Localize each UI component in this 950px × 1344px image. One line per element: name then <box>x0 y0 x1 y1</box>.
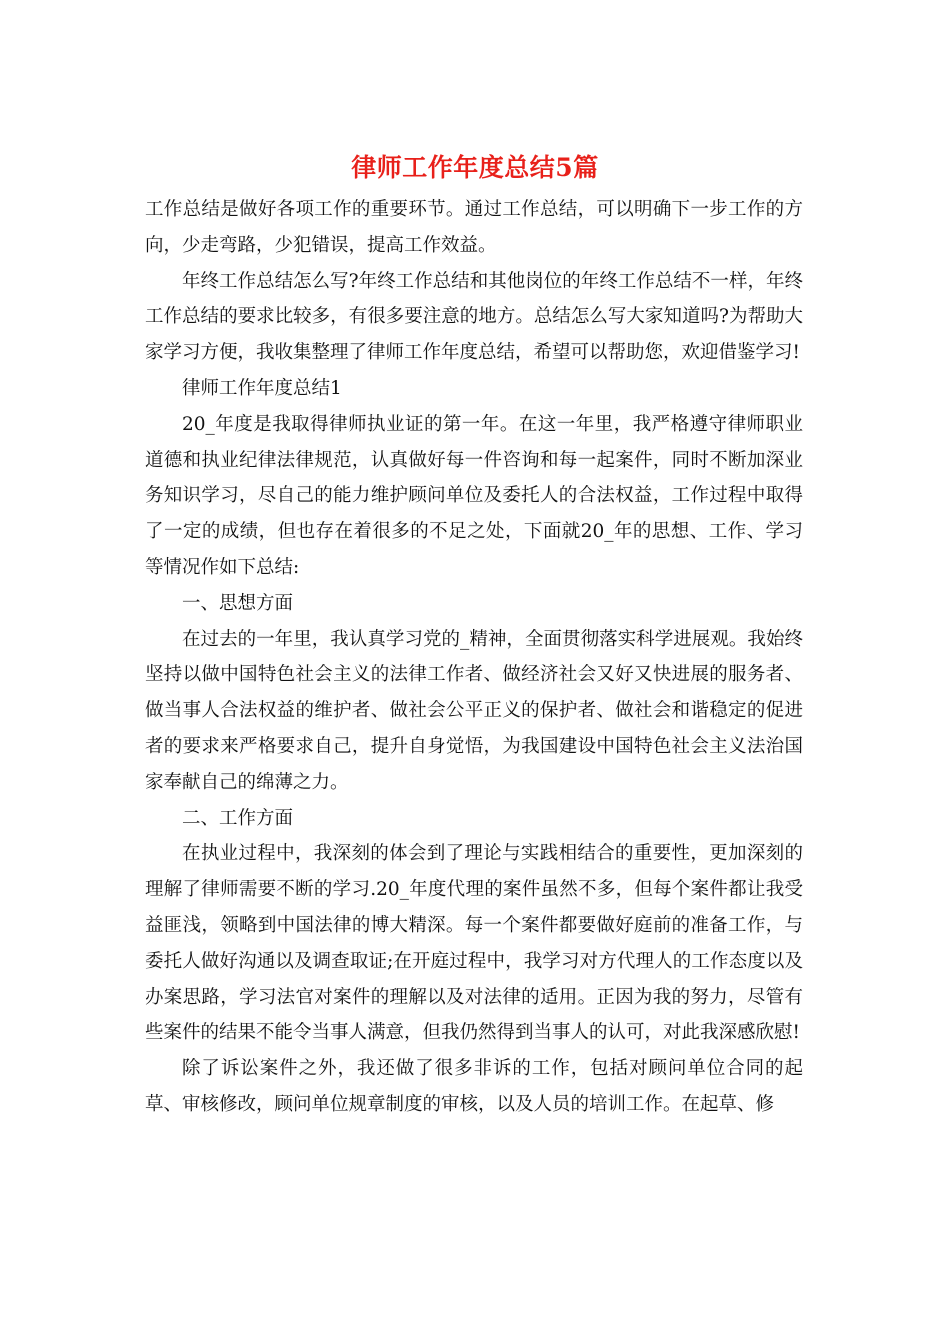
subheading-work: 二、工作方面 <box>182 807 294 829</box>
paragraph-summary-1-overview: 20_年度是我取得律师执业证的第一年。在这一年里，我严格遵守律师职业道德和执业纪律法律规范，认真做好每一件咨询和每一起案件，同时不断加深业务知识学习，尽自己的能力维护顾问单位及委托人的合法权益，工作过程中取得了一定的成绩，但也存在着很多的不足之处，下面就20_年的思想、工作、学习等情况作如下总结: <box>145 413 803 578</box>
paragraph-thought: 在过去的一年里，我认真学习党的_精神，全面贯彻落实科学进展观。我始终坚持以做中国特色社会主义的法律工作者、做经济社会又好又快进展的服务者、做当事人合法权益的维护者、做社会公平正义的保护者、做社会和谐稳定的促进者的要求来严格要求自己，提升自身觉悟，为我国建设中国特色社会主义法治国家奉献自己的绵薄之力。 <box>145 628 803 793</box>
paragraph-work-non-litigation: 除了诉讼案件之外，我还做了很多非诉的工作，包括对顾问单位合同的起草、审核修改，顾问单位规章制度的审核，以及人员的培训工作。在起草、修 <box>145 1058 803 1115</box>
paragraph-preface: 年终工作总结怎么写?年终工作总结和其他岗位的年终工作总结不一样，年终工作总结的要求比较多，有很多要注意的地方。总结怎么写大家知道吗?为帮助大家学习方便，我收集整理了律师工作年度总结，希望可以帮助您，欢迎借鉴学习! <box>145 270 803 364</box>
section-heading-summary-1: 律师工作年度总结1 <box>182 377 342 399</box>
paragraph-intro: 工作总结是做好各项工作的重要环节。通过工作总结，可以明确下一步工作的方向，少走弯路，少犯错误，提高工作效益。 <box>145 199 803 256</box>
subheading-thought: 一、思想方面 <box>182 592 294 614</box>
paragraph-work-litigation: 在执业过程中，我深刻的体会到了理论与实践相结合的重要性，更加深刻的理解了律师需要不断的学习.20_年度代理的案件虽然不多，但每个案件都让我受益匪浅，领略到中国法律的博大精深。每一个案件都要做好庭前的准备工作，与委托人做好沟通以及调查取证;在开庭过程中，我学习对方代理人的工作态度以及办案思路，学习法官对案件的理解以及对法律的适用。正因为我的努力，尽管有些案件的结果不能令当事人满意，但我仍然得到当事人的认可，对此我深感欣慰! <box>145 843 803 1044</box>
document-title: 律师工作年度总结5篇 <box>351 153 599 182</box>
document-body <box>145 192 803 1123</box>
